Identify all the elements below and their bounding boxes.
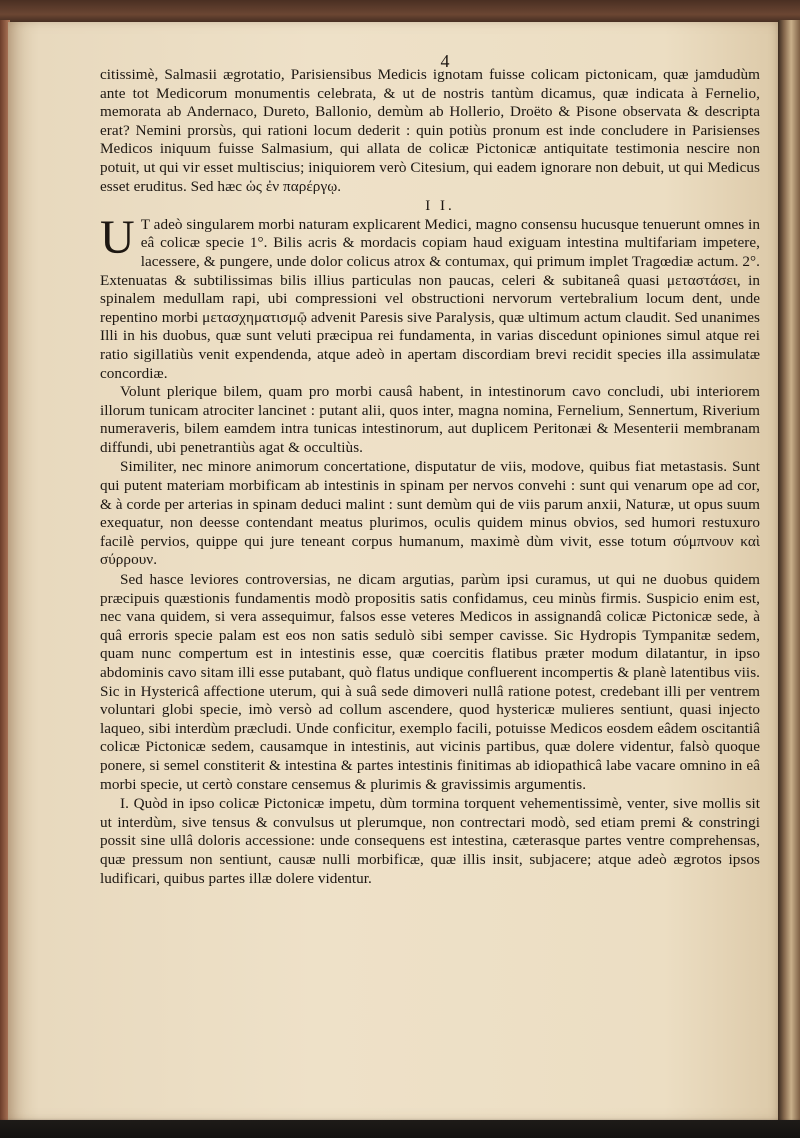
paragraph-1: citissimè, Salmasii ægrotatio, Parisiensibus Medicis ignotam fuisse colicam pictonicam, quæ jamdudùm ante tot Medicorum monumentis celebrata, & ut de nostris tantùm dicamus, quæ indicata à Fernelio, memorata ab Andernaco, Dureto, Ballonio, demùm ab Hollerio, Droëto & Pisone observata & descripta erat? Nemini prorsùs, qui rationi locum dederit : quin potiùs pronum est inde concludere in Parisienses Medicos iniquum fuisse Salmasium, qui allata de colicæ Pictonicæ antiquitate testimonia nescire non potuit, ut qui vir esset multiscius; iniquiorem verò Citesium, qui eadem ignorare non debuit, ut qui Medicus esset eruditus. Sed hæc ὡς ἐν παρέργῳ. — [100, 66, 760, 195]
scan-bottom-shadow — [0, 1118, 800, 1138]
book-cover-edge — [0, 0, 800, 24]
page-number: 4 — [440, 51, 450, 71]
paragraph-4: Similiter, nec minore animorum concertatione, disputatur de viis, modove, quibus fiat metastasis. Sunt qui putent materiam morbificam ab intestinis in spinam per nervos convehi : sunt qui venarum ope ad cor, & à corde per arterias in spinam deduci malint : sunt demùm qui de viis parum anxii, Naturæ, ut opus suum exequatur, non deesse contendant meatus plurimos, oculis quidem minus obvios, sed humori restuxuro facilè pervios, quippe qui jure teneant corpus humanum, maximè dùm vivit, esse totum σύμπνουν καὶ σύρρουν. — [100, 458, 760, 569]
paragraph-6: I. Quòd in ipso colicæ Pictonicæ impetu, dùm tormina torquent vehementissimè, venter, sive mollis sit ut interdùm, sive tensus & convulsus ut plerumque, non contrectari modò, sed etiam premi & constringi possit sine ullâ doloris accessione: unde consequens est intestina, cæterasque partes ventre comprehensas, quæ pressum non sentiunt, causæ nulli morbificæ, quæ illis insit, subjacere; atque adeò ægrotos ipsos ludificari, quibus partes illæ dolere videntur. — [100, 795, 760, 887]
paragraph-2-text: T adeò singularem morbi naturam explicarent Medici, magno consensu hucusque tenuerunt omnes in eâ colicæ specie 1°. Bilis acris & mordacis copiam haud exiguam intestina multifariam impetere, lacessere, & pungere, unde dolor colicus atrox & contumax, qui primum implet Tragœdiæ actum. 2°. Extenuatas & subtilissimas bilis illius particulas non paucas, celeri & subitaneâ quasi μεταστάσει, in spinalem medullam rapi, ubi compressioni vel obstructioni nervorum vertebralium locum dent, unde repentino morbi μετασχηματισμῷ advenit Paresis sive Paralysis, quæ ultimum actum claudit. Sed unanimes Illi in his duobus, quæ sunt veluti præcipua rei fundamenta, in varias discedunt opiniones simul atque rei ratio sigillatiùs venit expendenda, atque adeò in apertam discordiam brevi recidit species illa assimulatæ concordiæ. — [100, 215, 760, 382]
paragraph-5: Sed hasce leviores controversias, ne dicam argutias, parùm ipsi curamus, ut qui ne duobus quidem præcipuis quæstionis fundamentis modò propositis satis confidamus, ceu minùs firmis. Suspicio enim est, nec vana quidem, si vera assequimur, falsos esse veteres Medicos in assignandâ colicæ Pictonicæ sede, à quâ erroris specie palam est eos non satis sedulò sibi semper cavisse. Sic Hydropis Tympanitæ sedem, quam nunc compertum est in intestinis esse, quæ coercitis flatibus præter modum dilatantur, in ipso abdominis cavo sitam illi esse putabant, quò flatus undique confluerent incompertis & planè latentibus viis. Sic in Hystericâ affectione uterum, qui à suâ sede dimoveri nullâ ratione potest, credebant illi per ventrem voluntari globi specie, imò versò ad collum ascendere, quod hystericæ mulieres sentiunt, quasi injecto laqueo, sibi interdùm præcludi. Unde conficitur, exemplo facili, potuisse Medicos eosdem eâdem oscitantiâ colicæ Pictonicæ sedem, causamque in intestinis, aut vicinis partibus, quæ dolere videntur, falsò quoque ponere, si semel constiterit & intestina & partes intestinis finitimas ab idiopathicâ labe vacare omnino in eâ morbi specie, ut certò constare censemus & plurimis & gravissimis argumentis. — [100, 571, 760, 793]
paragraph-3: Volunt plerique bilem, quam pro morbi causâ habent, in intestinorum cavo concludi, ubi interiorem illorum tunicam atrociter lancinet : putant alii, quos inter, magna nomina, Fernelium, Sennertum, Riverium numeraveris, bilem eamdem intra tunicas intestinorum, aut duplicem Peritonæi & Mesenterii membranam diffundi, ubi penetrantiùs agat & occultiùs. — [100, 383, 760, 456]
drop-capital: U — [100, 210, 135, 264]
page-text — [100, 52, 760, 889]
paragraph-2 — [100, 210, 760, 383]
page-fore-edge — [778, 20, 800, 1120]
section-number: I I. — [425, 198, 455, 215]
